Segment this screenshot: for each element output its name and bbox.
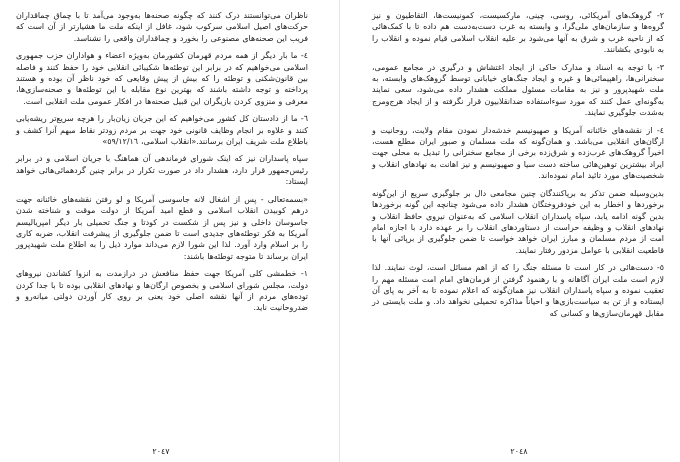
paragraph: ٣- با توجه به اسناد و مدارک حاکی از ایجاد اغتشاش و درگیری در مجامع عمومی، سخنرانی‌ها، راهپیمائی‌ها و غیره و ایجاد جنگ‌های خیابانی توسط گروهک‌های وابسته، به ملت شهیدپرور و نیز به مقامات مسئول مملکت هشدار داده می‌شود، سعی نمایند به‌گونه‌ای عمل کنند که مورد سوءاستفاده ضدانقلابیون قرار نگرفته و از ایجاد هرج‌ومرج به‌شدت جلوگیری نمایند. [372, 62, 664, 118]
paragraph: ٥- دست‌هائی در کار است تا مسئله جنگ را که از اهم مسائل است، لوث نمایند. لذا لازم است ملت ایران آگاهانه و با رهنمود گرفتن از فرمان‌های امام امت مسئله مهم را تعقیب نموده و سپاه پاسداران انقلاب نیز همان‌گونه که اعلام نموده تا به آخر به پای آن ایستاده و از تن به سیاست‌بازی‌ها و احیاناً مذاکره تحمیلی نخواهد داد. و ملت بایستی در مقابل قهرمان‌سازی‌ها و کسانی که [372, 263, 664, 318]
paragraph: «بسمه‌تعالی - پس از اشغال لانه جاسوسی آمریکا و لو رفتن نقشه‌های خائنانه جهت درهم کوبیدن انقلاب اسلامی و قطع امید آمریکا از دولت موقت و شناخته شدن جاسوسان داخلی و نیز پس از شکست در کودتا و جنگ تحمیلی بار دیگر امپریالیسم آمریکا به فکر توطئه‌های جدیدی است تا ضمن جلوگیری از پیشرفت انقلاب، ضربه کاری را بر اسلام وارد آورد. لذا این شورا لازم می‌داند موارد ذیل را به اطلاع ملت شهیدپرور ایران برساند تا متوجه توطئه‌ها باشند: [16, 194, 308, 261]
right-page [358, 0, 680, 462]
page-gutter [339, 0, 340, 462]
page-number: ٢٠٤٧ [152, 447, 170, 456]
paragraph: ناظران می‌توانستند درک کنند که چگونه صحنه‌ها به‌وجود می‌آمد تا با چماق چماقداران حرکت‌های اصیل اسلامی سرکوب شود، غافل از اینکه ملت ما هشیارتر از آن است که فریب این صحنه‌های مصنوعی را بخورد و چماقداران واقعی را نشناسد. [16, 11, 308, 43]
paragraph: ٤- ما بار دیگر از همه مردم قهرمان کشورمان به‌ویژه اعضاء و هواداران حزب جمهوری اسلامی می‌خواهیم که در برابر این توطئه‌ها شکیبائی انقلابی خود را حفظ کنند و فاصله بین قانون‌شکنی و توطئه را که بیش از پیش وقایعی که خود ناظر آن بوده و هستند پرداخته و توجه داشته باشند که بهترین نوع مقابله با این توطئه‌ها و صحنه‌سازی‌ها، معرفی و منزوی کردن بازیگران این قبیل صحنه‌ها در افکار عمومی ملت انقلابی است. [16, 51, 308, 106]
left-page [0, 0, 322, 462]
page-number: ٢٠٤٨ [510, 447, 528, 456]
paragraph: ١- خطمشی کلی آمریکا جهت حفظ منافعش در درازمدت به انزوا کشاندن نیروهای دولت، مجلس شورای اسلامی و بخصوص ارگان‌ها و نهادهای انقلابی بوده تا با جدا کردن توده‌های مردم از آنها نقشه اصلی خود یعنی بر روی کار آوردن دولتی میانه‌رو و ضدروحانیت ناید. [16, 269, 308, 313]
paragraph: بدین‌وسیله ضمن تذکر به برپاکنندگان چنین مجامعی دال بر جلوگیری سریع از این‌گونه برخوردها و اخطار به این خودفروختگان هشدار داده می‌شود چنانچه این گونه برخوردها بدین گونه ادامه یابد، سپاه پاسداران انقلاب اسلامی که به‌عنوان نیروی حافظ انقلاب و نهادهای انقلاب و وظیفه حراست از دستاوردهای انقلاب را بر عهده دارد با اجازه امام امت از مردم مسلمان و مبارز ایران خواهد خواست تا ضمن جلوگیری از برپائی آنها با قاطعیت انقلابی با عوامل مزدور رفتار نمایند. [372, 188, 664, 255]
paragraph: ٢- گروهک‌های آمریکائی، روسی، چینی، مارکسیست، کمونیست‌ها، التقاطیون و نیز گروه‌ها و سازمان‌های ملی‌گرا، و وابسته به غرب دست‌به‌دست هم داده تا با کمک‌هائی که از ناحیه غرب و شرق به آنها می‌شود بر علیه انقلاب اسلامی قیام نموده و انقلاب را به نابودی بکشانند. [372, 11, 664, 55]
right-page-body [372, 10, 664, 319]
paragraph: ٤- از نقشه‌های خائنانه آمریکا و صهیونیسم خدشه‌دار نمودن مقام ولایت، روحانیت و ارگان‌های انقلابی می‌باشد. و همان‌گونه که ملت مسلمان و صبور ایران مطلع هست، اخیراً گروهک‌های غرب‌زده و شرق‌زده برخی از مجامع سخنرانی را تبدیل به محلی جهت ایراد بیشترین توهین‌ها‌ئی ساخته دست سیا و صهیونیسم و نیز اهانت به نهادهای انقلاب و شخصیت‌های مورد تائید امام نموده‌اند. [372, 125, 664, 181]
left-page-body [16, 10, 308, 314]
paragraph: ٦- ما از دادستان کل کشور می‌خواهیم که این جریان زیان‌بار را هرچه سریع‌تر ریشه‌یابی کنند و علاوه بر انجام وظایف قانونی خود جهت بر مردم زودتر نقاط مبهم آنرا کشف و باطلاع ملت شریف ایران برسانند.«انقلاب اسلامی، ٥٩/١٢/١٦» [16, 114, 308, 147]
paragraph: سپاه پاسداران نیز که اینک شورای فرماندهی آن هماهنگ با جریان اسلامی و در برابر رئیس‌جمهور قرار دارد، هشدار داد در صورت تکرار در برابر چنین گردهمائی‌هائی خواهد ایستاد: [16, 154, 308, 187]
